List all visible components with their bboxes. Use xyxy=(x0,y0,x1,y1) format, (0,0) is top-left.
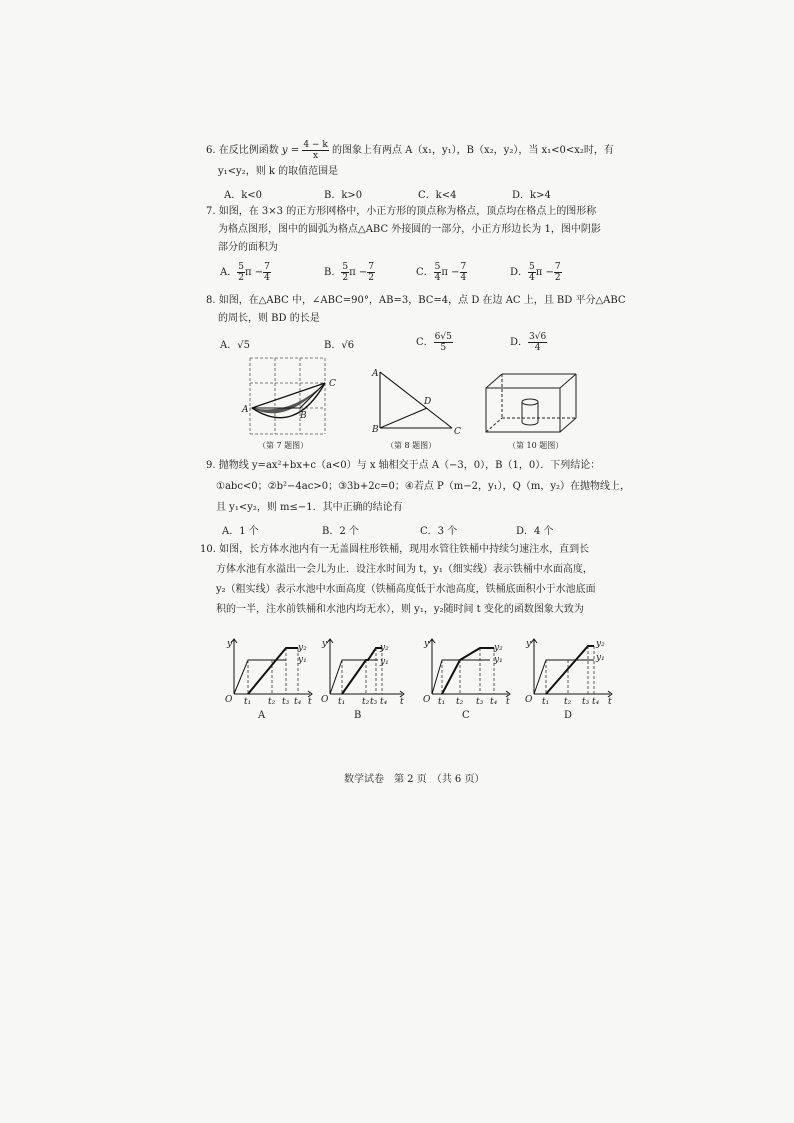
option-b xyxy=(324,336,354,351)
graph-option-d xyxy=(522,636,618,722)
fraction-numerator: 7 xyxy=(460,262,467,272)
axis-label-t: t xyxy=(506,697,510,707)
tick-label-t2: t₂ xyxy=(268,697,276,707)
question-number: 6. xyxy=(206,145,216,156)
fraction xyxy=(302,140,328,161)
page-footer: 数学试卷 第 2 页 （共 6 页） xyxy=(344,774,485,785)
origin-label: O xyxy=(321,695,329,705)
question-text: 如图，在 3×3 的正方形网格中，小正方形的顶点称为格点，顶点均在格点上的图形称 xyxy=(218,206,597,217)
question-text: 抛物线 y=ax²+bx+c（a<0）与 x 轴相交于点 A（−3，0），B（1，0）．下列结论： xyxy=(218,460,601,471)
tick-label-t3: t₃ xyxy=(282,697,290,707)
question-10-line1 xyxy=(200,544,589,556)
point-label-b: B xyxy=(372,425,379,435)
fraction-numerator: 5 xyxy=(529,262,535,272)
option-c xyxy=(416,262,467,283)
option-label: C． xyxy=(416,337,434,348)
question-7-line2: 为格点图形，图中的圆弧为格点△ABC 外接圆的一部分，小正方形边长为 1，图中阴影 xyxy=(218,224,601,235)
question-number: 9. xyxy=(206,460,216,471)
point-label-d: D xyxy=(424,397,432,407)
fraction-denominator: 2 xyxy=(368,273,374,283)
figure-7-grid-diagram xyxy=(240,356,350,436)
fraction xyxy=(434,332,453,353)
tick-label-t4: t₄ xyxy=(592,697,600,707)
option-label: A． xyxy=(220,267,238,278)
series-label-y1: y₁ xyxy=(380,657,389,667)
question-10-line2: 方体水池有水溢出一会儿为止．设注水时间为 t，y₁（细实线）表示铁桶中水面高度， xyxy=(216,564,593,575)
option-c xyxy=(416,332,453,353)
fraction-numerator: 4 − k xyxy=(303,140,328,150)
fraction xyxy=(341,262,349,283)
tick-label-t2: t₂ xyxy=(456,697,464,707)
fraction-numerator: 6√5 xyxy=(434,332,452,342)
option-c: C．3 个 xyxy=(420,526,458,537)
fraction-denominator: 4 xyxy=(529,273,535,283)
option-label: C． xyxy=(416,267,434,278)
fraction-numerator: 3√6 xyxy=(529,332,547,342)
tick-label-t3: t₃ xyxy=(370,697,378,707)
option-operator: π − xyxy=(244,267,264,278)
fraction-denominator: 4 xyxy=(434,273,441,283)
question-10-line3: y₂（粗实线）表示水池中水面高度（铁桶高度低于水池高度，铁桶底面积小于水池底面 xyxy=(216,584,596,595)
figure-8-triangle-diagram xyxy=(372,366,472,436)
origin-label: O xyxy=(225,695,233,705)
tick-label-t3: t₃ xyxy=(582,697,590,707)
figure-8-caption: （第 8 题图） xyxy=(386,441,437,450)
origin-label: O xyxy=(423,695,431,705)
tick-label-t2: t₂ xyxy=(564,697,572,707)
option-d xyxy=(510,332,547,353)
axis-label-y: y xyxy=(322,639,328,649)
point-label-a: A xyxy=(242,405,249,415)
question-text: 的图象上有两点 A（x₁，y₁），B（x₂，y₂），当 x₁<0<x₂时，有 xyxy=(331,145,614,156)
origin-label: O xyxy=(525,695,533,705)
graph-option-c xyxy=(420,636,516,722)
question-9-line2: ①abc<0；②b²−4ac>0；③3b+2c=0；④若点 P（m−2，y₁），Q（m，y₂）在抛物线上， xyxy=(216,481,630,492)
option-b: B．k>0 xyxy=(324,190,363,201)
option-a xyxy=(220,336,250,351)
fraction-denominator: 2 xyxy=(238,273,244,283)
fraction-denominator: 4 xyxy=(534,343,541,353)
arc xyxy=(252,383,325,418)
option-operator: π − xyxy=(349,267,368,278)
fraction-denominator: 5 xyxy=(440,343,447,353)
tick-label-t2: t₂ xyxy=(362,697,370,707)
option-label: D． xyxy=(510,337,529,348)
option-d xyxy=(510,262,562,283)
option-d: D．4 个 xyxy=(516,526,554,537)
graph-caption-a: A xyxy=(258,710,266,721)
figure-10-pool-diagram xyxy=(482,368,582,438)
series-label-y1: y₁ xyxy=(494,655,503,665)
option-label: D． xyxy=(510,267,529,278)
tick-label-t4: t₄ xyxy=(380,697,388,707)
fraction xyxy=(460,262,468,283)
question-8-line2: 的周长，则 BD 的长是 xyxy=(218,313,320,324)
point-label-c: C xyxy=(454,427,461,437)
graph-option-b xyxy=(318,636,414,722)
axis-label-y: y xyxy=(227,639,233,649)
point-label-c: C xyxy=(329,379,336,389)
series-label-y2: y₂ xyxy=(596,639,605,649)
fraction-numerator: 7 xyxy=(264,262,270,272)
tick-label-t1: t₁ xyxy=(438,697,446,707)
option-a: A．1 个 xyxy=(222,526,259,537)
fraction xyxy=(528,262,536,283)
option-label: B． xyxy=(324,267,342,278)
fraction-denominator: 2 xyxy=(342,273,349,283)
fraction-numerator: 7 xyxy=(368,262,374,272)
question-6-line2: y₁<y₂，则 k 的取值范围是 xyxy=(218,166,339,177)
fraction xyxy=(528,332,547,353)
series-label-y2: y₂ xyxy=(298,643,307,653)
graph-caption-b: B xyxy=(354,710,362,721)
function-expression: y = xyxy=(281,145,300,156)
fraction-denominator: 2 xyxy=(554,273,561,283)
fraction xyxy=(554,262,562,283)
option-operator: π − xyxy=(441,267,460,278)
option-label: A． xyxy=(220,340,238,351)
option-value: √6 xyxy=(341,340,355,351)
question-6-line1 xyxy=(206,140,614,161)
question-10-line4: 积的一半，注水前铁桶和水池内均无水），则 y₁，y₂随时间 t 变化的函数图象大致为 xyxy=(216,604,584,615)
point-label-b: B xyxy=(300,411,307,421)
fraction-numerator: 5 xyxy=(342,262,349,272)
question-text: 如图，长方体水池内有一无盖圆柱形铁桶，现用水管往铁桶中持续匀速注水，直到长 xyxy=(219,544,590,555)
tick-label-t4: t₄ xyxy=(490,697,498,707)
option-value: √5 xyxy=(237,340,250,351)
option-b xyxy=(324,262,375,283)
fraction-numerator: 5 xyxy=(238,262,244,272)
tick-label-t3: t₃ xyxy=(476,697,484,707)
option-c: C．k<4 xyxy=(418,190,457,201)
graph-caption-c: C xyxy=(462,710,470,721)
figure-10-caption: （第 10 题图） xyxy=(508,441,564,450)
fraction-denominator: 4 xyxy=(264,273,270,283)
axis-label-y: y xyxy=(526,639,532,649)
question-text: 如图，在△ABC 中，∠ABC=90°，AB=3，BC=4，点 D 在边 AC 上，且 BD 平分△ABC xyxy=(218,295,626,306)
option-operator: π − xyxy=(535,267,554,278)
question-9-line3: 且 y₁<y₂，则 m≤−1．其中正确的结论有 xyxy=(216,502,403,513)
question-8-line1 xyxy=(206,295,626,307)
question-7-line3: 部分的面积为 xyxy=(218,242,278,253)
question-number: 10. xyxy=(200,544,216,555)
graph-caption-d: D xyxy=(564,710,573,721)
axis-label-y: y xyxy=(424,639,430,649)
question-text: 在反比例函数 xyxy=(218,145,279,156)
fraction xyxy=(367,262,375,283)
option-label: B． xyxy=(324,340,342,351)
tick-label-t1: t₁ xyxy=(338,697,346,707)
option-d: D．k>4 xyxy=(512,190,551,201)
fraction-numerator: 5 xyxy=(434,262,441,272)
fraction-numerator: 7 xyxy=(554,262,561,272)
fraction xyxy=(263,262,271,283)
option-a xyxy=(220,262,271,283)
figure-7-caption: （第 7 题图） xyxy=(258,441,309,450)
question-number: 7. xyxy=(206,206,216,217)
option-a: A．k<0 xyxy=(224,190,263,201)
axis-label-t: t xyxy=(400,697,404,707)
point-label-a: A xyxy=(372,369,379,379)
fraction-denominator: 4 xyxy=(460,273,467,283)
axis-label-t: t xyxy=(308,697,312,707)
question-number: 8. xyxy=(206,295,216,306)
fraction-denominator: x xyxy=(313,151,319,161)
question-9-line1 xyxy=(206,460,600,472)
option-b: B．2 个 xyxy=(322,526,359,537)
fraction xyxy=(237,262,245,283)
series-label-y1: y₁ xyxy=(596,653,605,663)
series-label-y2: y₂ xyxy=(380,643,389,653)
tick-label-t1: t₁ xyxy=(244,697,252,707)
axis-label-t: t xyxy=(608,697,612,707)
series-label-y2: y₂ xyxy=(494,643,503,653)
question-7-line1 xyxy=(206,206,596,218)
graph-option-a xyxy=(222,636,318,722)
tick-label-t4: t₄ xyxy=(294,697,302,707)
tick-label-t1: t₁ xyxy=(542,697,550,707)
series-label-y1: y₁ xyxy=(298,655,307,665)
